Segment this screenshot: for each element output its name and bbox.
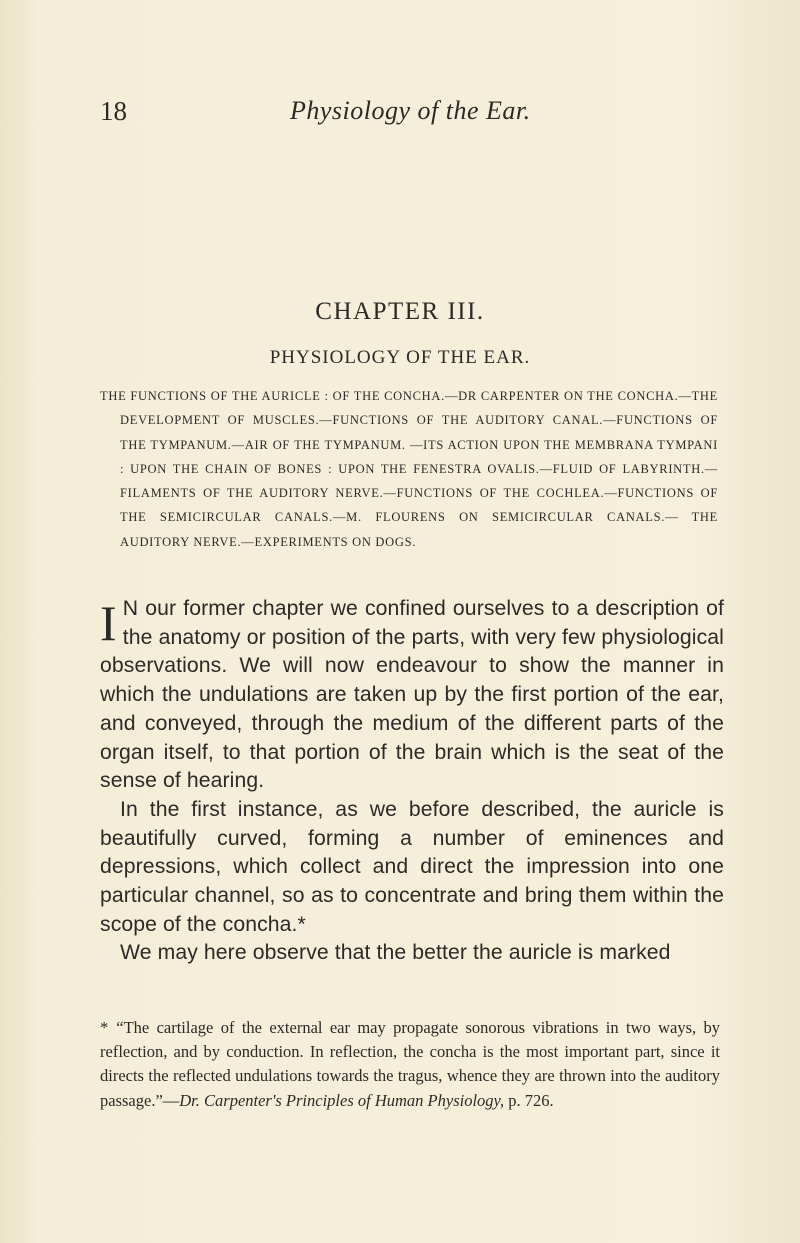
- chapter-summary: [100, 384, 718, 554]
- drop-cap: I: [100, 595, 117, 651]
- running-title: Physiology of the Ear.: [290, 96, 531, 125]
- paragraph-1: [100, 595, 724, 796]
- body-text: [100, 595, 724, 968]
- paragraph-2: In the first instance, as we before described, the auricle is beautifully curved, forming a number of eminences and depressions, which collect and direct the impression into one particular channel, so as to concentrate and bring them within the scope of the concha.*: [100, 797, 724, 936]
- chapter-heading: CHAPTER III.: [315, 298, 485, 325]
- running-header: [100, 96, 720, 136]
- paragraph-1-text: N our former chapter we confined ourselves to a description of the anatomy or position of the parts, with very few physiological observations. We will now endeavour to show the manner in which the undulations are taken up by the first portion of the ear, and conveyed, through the medium of the different parts of the organ itself, to that portion of the brain which is the seat of the sense of hearing.: [100, 597, 724, 793]
- paragraph-3: We may here observe that the better the auricle is marked: [120, 941, 671, 965]
- footnote-page-ref: p. 726.: [508, 1090, 554, 1110]
- footnote-citation: Dr. Carpenter's Principles of Human Physiology,: [179, 1090, 505, 1110]
- footnote-text: “The cartilage of the external ear may propagate sonorous vibrations in two ways, by reflection, and by conduction. In reflection, the concha is the most important part, since it directs the reflected undulations towards the tragus, whence they are thrown into the auditory passage.”—: [100, 1018, 720, 1110]
- footnote: [100, 1016, 720, 1113]
- chapter-summary-text: THE FUNCTIONS OF THE AURICLE : OF THE CONCHA.—DR CARPENTER ON THE CONCHA.—THE DEVELOPMENT OF MUSCLES.—FUNCTIONS OF THE AUDITORY CANAL.—FUNCTIONS OF THE TYMPANUM.—AIR OF THE TYMPANUM. —ITS ACTION UPON THE MEMBRANA TYMPANI : UPON THE CHAIN OF BONES : UPON THE FENESTRA OVALIS.—FLUID OF LABYRINTH.—FILAMENTS OF THE AUDITORY NERVE.—FUNCTIONS OF THE COCHLEA.—FUNCTIONS OF THE SEMICIRCULAR CANALS.—M. FLOURENS ON SEMICIRCULAR CANALS.— THE AUDITORY NERVE.—EXPERIMENTS ON DOGS.: [100, 389, 718, 549]
- page-number: 18: [100, 96, 127, 126]
- footnote-mark: *: [100, 1018, 109, 1037]
- chapter-title: PHYSIOLOGY OF THE EAR.: [269, 347, 531, 368]
